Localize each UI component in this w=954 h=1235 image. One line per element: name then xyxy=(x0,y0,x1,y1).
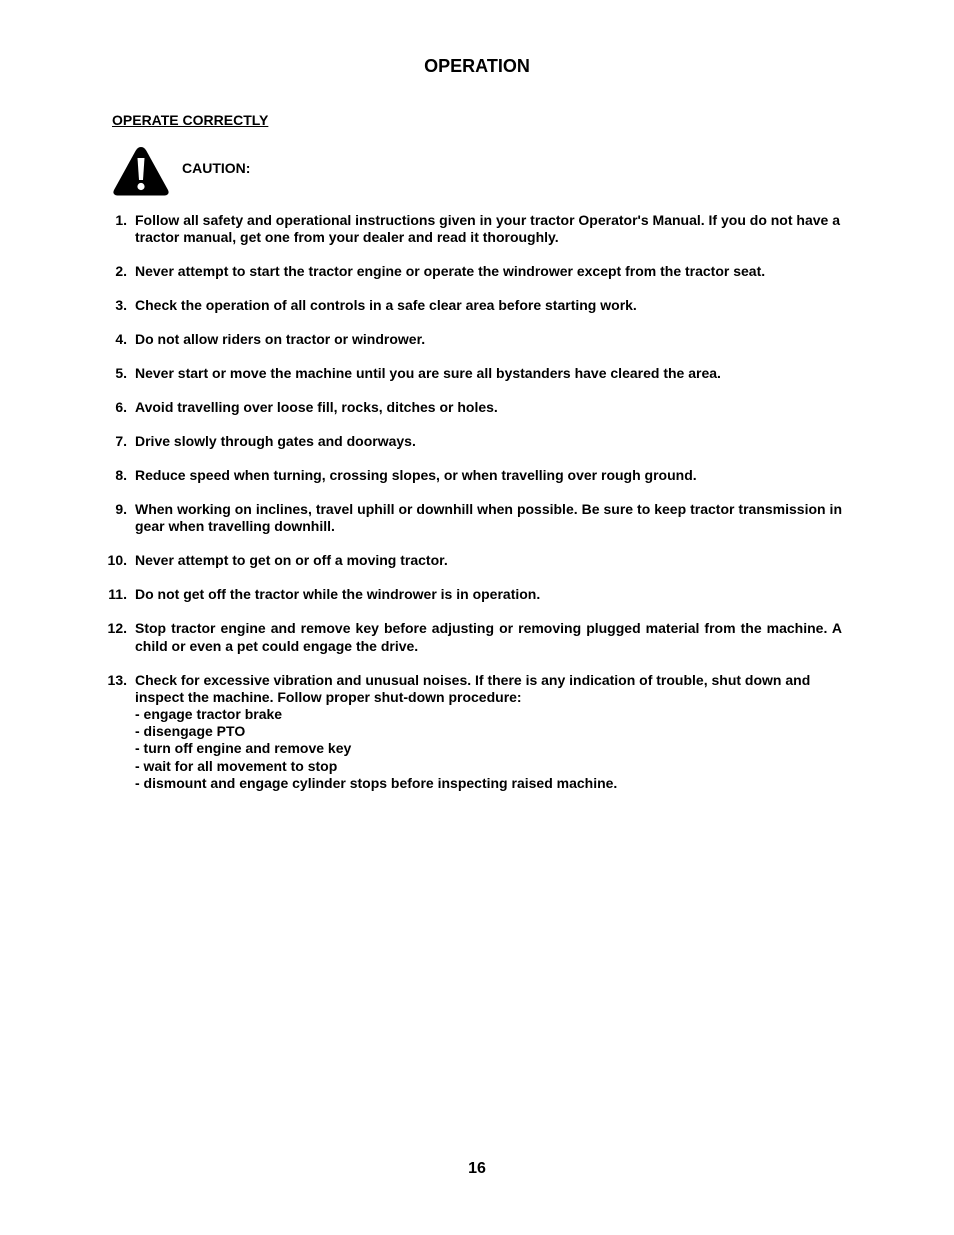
instruction-item xyxy=(100,297,842,314)
instruction-number: 10. xyxy=(107,552,127,569)
instruction-item xyxy=(100,331,842,348)
caution-block xyxy=(112,144,250,198)
instruction-number: 8. xyxy=(115,467,127,484)
instruction-text: Drive slowly through gates and doorways. xyxy=(135,433,416,450)
instruction-text: Avoid travelling over loose fill, rocks, ditches or holes. xyxy=(135,399,498,416)
instruction-item xyxy=(100,365,842,382)
shutdown-step: - engage tractor brake xyxy=(135,706,283,723)
instruction-item xyxy=(100,399,842,416)
instruction-text: Follow all safety and operational instructions given in your tractor Operator's Manual. If you do not have a tractor manual, get one from your dealer and read it thoroughly. xyxy=(135,212,840,246)
instruction-item xyxy=(100,620,842,654)
instruction-number: 2. xyxy=(115,263,127,280)
instruction-item xyxy=(100,263,842,280)
instruction-text: Check the operation of all controls in a safe clear area before starting work. xyxy=(135,297,637,314)
page-title: OPERATION xyxy=(424,56,530,76)
instruction-item xyxy=(100,552,842,569)
safety-instructions-list xyxy=(100,212,842,809)
section-heading: OPERATE CORRECTLY xyxy=(112,112,269,128)
instruction-text: Do not get off the tractor while the windrower is in operation. xyxy=(135,586,541,603)
instruction-text: Never attempt to start the tractor engine or operate the windrower except from the tractor seat. xyxy=(135,263,766,280)
instruction-item xyxy=(100,467,842,484)
instruction-text: Never attempt to get on or off a moving tractor. xyxy=(135,552,448,569)
instruction-item xyxy=(100,586,842,603)
shutdown-procedure-list xyxy=(135,706,842,792)
instruction-number: 9. xyxy=(115,501,127,518)
shutdown-step: - turn off engine and remove key xyxy=(135,740,352,757)
instruction-item xyxy=(100,672,842,792)
instruction-number: 7. xyxy=(115,433,127,450)
page-number: 16 xyxy=(468,1160,486,1177)
instruction-number: 1. xyxy=(115,212,127,228)
instruction-text: Stop tractor engine and remove key before adjusting or removing plugged material from the machine. A child or even a pet could engage the drive. xyxy=(135,620,842,654)
shutdown-step: - dismount and engage cylinder stops before inspecting raised machine. xyxy=(135,774,618,791)
instruction-number: 6. xyxy=(115,399,127,416)
instruction-number: 13. xyxy=(107,671,127,688)
instruction-item xyxy=(100,501,842,535)
shutdown-step: - disengage PTO xyxy=(135,723,246,740)
instruction-number: 4. xyxy=(115,331,127,348)
instruction-number: 12. xyxy=(107,620,127,637)
instruction-number: 11. xyxy=(108,586,127,603)
instruction-text: Never start or move the machine until you are sure all bystanders have cleared the area. xyxy=(135,365,721,382)
instruction-item xyxy=(100,433,842,450)
caution-label: CAUTION: xyxy=(182,160,251,176)
warning-triangle-icon xyxy=(112,145,170,197)
instruction-text: Do not allow riders on tractor or windrower. xyxy=(135,331,426,348)
instruction-number: 5. xyxy=(115,365,127,382)
instruction-item xyxy=(100,212,842,246)
instruction-text: Check for excessive vibration and unusual noises. If there is any indication of trouble, shut down and inspect the machine. Follow proper shut-down procedure: xyxy=(135,671,811,705)
shutdown-step: - wait for all movement to stop xyxy=(135,757,338,774)
instruction-text: Reduce speed when turning, crossing slopes, or when travelling over rough ground. xyxy=(135,467,697,484)
instruction-number: 3. xyxy=(115,297,127,314)
instruction-text: When working on inclines, travel uphill or downhill when possible. Be sure to keep tractor transmission in gear when travelling downhill. xyxy=(135,501,842,535)
